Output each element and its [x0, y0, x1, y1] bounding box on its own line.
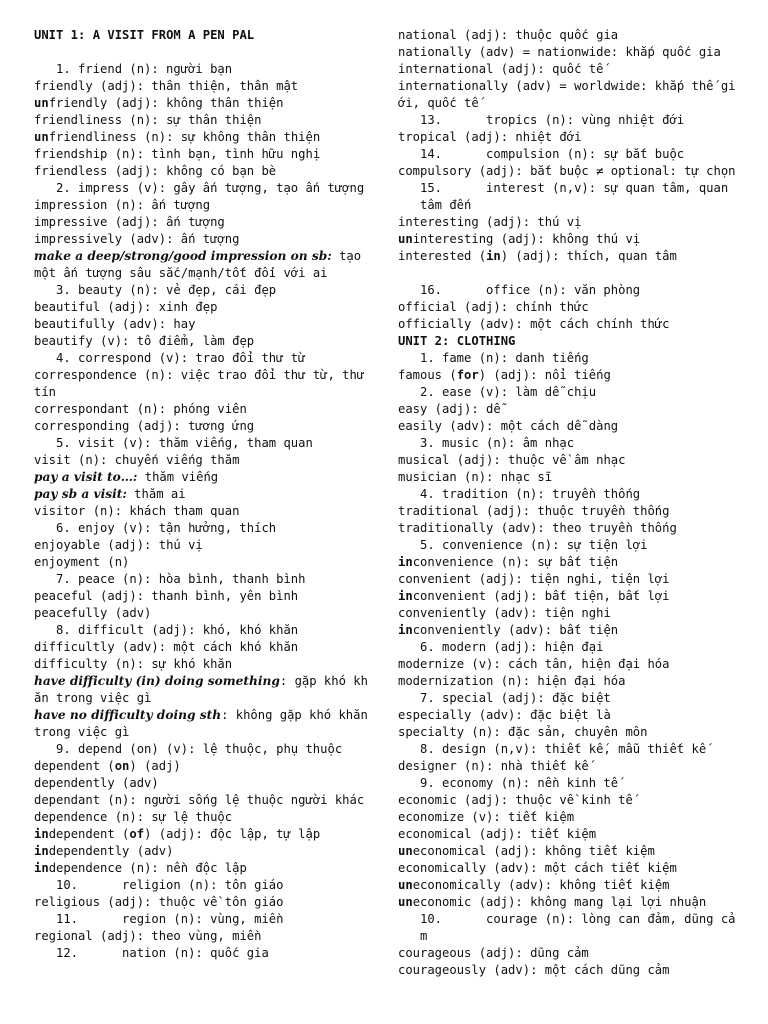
vocab-entry: musician (n): nhạc sĩ	[398, 470, 553, 484]
vocab-entry-numbered: 9. depend (on) (v): lệ thuộc, phụ thuộc	[56, 742, 343, 756]
vocab-entry	[398, 231, 738, 248]
vocab-entry: courageous (adj): dũng cảm	[398, 946, 589, 960]
vocab-entry: impressively (adv): ấn tượng	[34, 232, 240, 246]
vocab-entry: international (adj): quốc tế	[398, 62, 604, 76]
prefix-highlight: un	[398, 232, 413, 246]
vocab-entry: tropical (adj): nhiệt đới	[398, 130, 582, 144]
vocab-entry: friendless (adj): không có bạn bè	[34, 164, 277, 178]
vocab-entry-numbered: 12. nation (n): quốc gia	[56, 946, 269, 960]
vocab-entry: dependence (n): sự lệ thuộc	[34, 810, 233, 824]
vocab-entry: nationally (adv) = nationwide: khắp quốc gia	[398, 45, 721, 59]
right-column	[398, 27, 738, 979]
entry-text: convenient (adj): bất tiện, bất lợi	[412, 589, 670, 603]
vocab-entry-numbered: 10. courage (n): lòng can đảm, dũng cảm	[420, 912, 736, 943]
phrase-term: make a deep/strong/good impression on sb:	[34, 249, 332, 263]
vocab-entry: corresponding (adj): tương ứng	[34, 419, 255, 433]
spacer	[398, 265, 738, 282]
entry-text: ) (adj): nổi tiếng	[478, 368, 611, 382]
prefix-highlight: un	[398, 878, 413, 892]
phrase-meaning: tạo một ấn tượng sâu sắc/mạnh/tốt đối với ai	[34, 249, 369, 280]
vocab-entry-numbered: 2. impress (v): gây ấn tượng, tạo ấn tượng	[56, 181, 365, 195]
phrase-meaning: : gặp khó khăn trong việc gì	[34, 674, 368, 705]
phrase-term: pay sb a visit:	[34, 487, 127, 501]
vocab-entry: friendly (adj): thân thiện, thân mật	[34, 79, 299, 93]
vocab-entry: official (adj): chính thức	[398, 300, 589, 314]
entry-text: convenience (n): sự bất tiện	[412, 555, 619, 569]
entry-text: dependence (n): nền độc lập	[48, 861, 247, 875]
vocab-entry-numbered: 13. tropics (n): vùng nhiệt đới	[420, 113, 685, 127]
phrase-term: have no difficulty doing sth	[34, 708, 222, 722]
vocab-entry: beautify (v): tô điểm, làm đẹp	[34, 334, 255, 348]
preposition-highlight: for	[456, 368, 479, 382]
vocab-entry-numbered: 6. enjoy (v): tận hưởng, thích	[56, 521, 277, 535]
prefix-highlight: in	[398, 589, 413, 603]
vocab-entry: impression (n): ấn tượng	[34, 198, 211, 212]
entry-text: interesting (adj): không thú vị	[412, 232, 641, 246]
vocab-entry: national (adj): thuộc quốc gia	[398, 28, 619, 42]
vocab-entry	[34, 826, 372, 843]
vocab-entry-numbered: 8. difficult (adj): khó, khó khăn	[56, 623, 299, 637]
vocab-entry: compulsory (adj): bắt buộc ≠ optional: tự chọn	[398, 164, 736, 178]
vocab-entry-numbered: 1. friend (n): người bạn	[56, 62, 233, 76]
vocab-entry: enjoyable (adj): thú vị	[34, 538, 203, 552]
unit-heading: UNIT 2: CLOTHING	[398, 334, 516, 348]
spacer	[34, 44, 372, 61]
vocab-entry: modernization (n): hiện đại hóa	[398, 674, 626, 688]
vocab-entry-numbered: 4. correspond (v): trao đổi thư từ	[56, 351, 306, 365]
prefix-highlight: un	[398, 844, 413, 858]
entry-text: ) (adj)	[129, 759, 181, 773]
vocab-entry: beautifully (adv): hay	[34, 317, 196, 331]
entry-text: dependently (adv)	[48, 844, 174, 858]
vocab-entry: peaceful (adj): thanh bình, yên bình	[34, 589, 299, 603]
phrase-entry	[34, 469, 372, 486]
vocab-entry: visitor (n): khách tham quan	[34, 504, 240, 518]
vocab-entry: internationally (adv) = worldwide: khắp thế giới, quốc tế	[398, 79, 736, 110]
vocab-entry	[398, 554, 738, 571]
preposition-highlight: on	[114, 759, 130, 773]
vocab-entry: economize (v): tiết kiệm	[398, 810, 575, 824]
entry-text: dependent (	[48, 827, 130, 841]
vocab-entry	[34, 95, 372, 112]
vocab-entry: officially (adv): một cách chính thức	[398, 317, 670, 331]
phrase-entry	[34, 707, 376, 741]
vocab-entry-numbered: 16. office (n): văn phòng	[420, 283, 641, 297]
vocab-entry: impressive (adj): ấn tượng	[34, 215, 225, 229]
vocab-entry	[34, 843, 372, 860]
vocab-entry	[398, 894, 738, 911]
vocab-entry-numbered: 3. beauty (n): vẻ đẹp, cái đẹp	[56, 283, 277, 297]
vocab-entry: correspondant (n): phóng viên	[34, 402, 247, 416]
vocab-entry-numbered: 8. design (n,v): thiết kế, mẫu thiết kế	[420, 742, 707, 756]
prefix-highlight: in	[398, 623, 413, 637]
prefix-highlight: un	[34, 96, 49, 110]
vocab-entry: peacefully (adv)	[34, 606, 152, 620]
phrase-entry	[34, 248, 372, 282]
left-column	[34, 27, 376, 962]
preposition-highlight: of	[129, 827, 145, 841]
vocab-entry: economical (adj): tiết kiệm	[398, 827, 597, 841]
vocab-entry	[398, 248, 738, 265]
phrase-entry	[34, 486, 372, 503]
vocab-entry: friendliness (n): sự thân thiện	[34, 113, 262, 127]
vocab-entry-numbered: 10. religion (n): tôn giáo	[56, 878, 284, 892]
vocab-entry-numbered: 15. interest (n,v): sự quan tâm, quan tâm đến	[420, 181, 736, 212]
vocab-entry: especially (adv): đặc biệt là	[398, 708, 611, 722]
prefix-highlight: un	[34, 130, 49, 144]
vocab-entry: convenient (adj): tiện nghi, tiện lợi	[398, 572, 670, 586]
entry-text: conveniently (adv): bất tiện	[412, 623, 619, 637]
vocab-entry	[34, 758, 372, 775]
vocab-entry: modernize (v): cách tân, hiện đại hóa	[398, 657, 670, 671]
vocab-entry: musical (adj): thuộc về âm nhạc	[398, 453, 626, 467]
prefix-highlight: in	[34, 844, 49, 858]
vocab-entry-numbered: 1. fame (n): danh tiếng	[420, 351, 589, 365]
entry-text: interested (	[398, 249, 487, 263]
vocab-entry-numbered: 7. special (adj): đặc biệt	[420, 691, 611, 705]
vocab-entry: interesting (adj): thú vị	[398, 215, 582, 229]
vocab-entry: difficultly (adv): một cách khó khăn	[34, 640, 299, 654]
vocab-entry: friendship (n): tình bạn, tình hữu nghị	[34, 147, 321, 161]
vocab-entry: economic (adj): thuộc về kinh tế	[398, 793, 633, 807]
vocab-entry: enjoyment (n)	[34, 555, 130, 569]
vocab-entry: designer (n): nhà thiết kế	[398, 759, 589, 773]
vocab-entry	[398, 588, 738, 605]
vocab-entry: regional (adj): theo vùng, miền	[34, 929, 262, 943]
prefix-highlight: in	[398, 555, 413, 569]
vocab-entry-numbered: 3. music (n): âm nhạc	[420, 436, 575, 450]
entry-text: dependent (	[34, 759, 115, 773]
entry-text: friendliness (n): sự không thân thiện	[48, 130, 321, 144]
vocab-entry: easy (adj): dễ	[398, 402, 501, 416]
vocab-entry	[398, 843, 738, 860]
vocab-entry-numbered: 7. peace (n): hòa bình, thanh bình	[56, 572, 306, 586]
vocab-entry: difficulty (n): sự khó khăn	[34, 657, 233, 671]
entry-text: economic (adj): không mang lại lợi nhuận	[412, 895, 707, 909]
vocab-entry	[398, 877, 738, 894]
vocab-entry-numbered: 4. tradition (n): truyền thống	[420, 487, 641, 501]
entry-text: economical (adj): không tiết kiệm	[412, 844, 655, 858]
vocab-entry: traditionally (adv): theo truyền thống	[398, 521, 677, 535]
phrase-meaning: thăm viếng	[137, 470, 219, 484]
vocab-entry-numbered: 9. economy (n): nền kinh tế	[420, 776, 619, 790]
vocab-entry	[398, 622, 738, 639]
entry-text: economically (adv): không tiết kiệm	[412, 878, 670, 892]
vocab-entry: visit (n): chuyến viếng thăm	[34, 453, 240, 467]
vocab-entry-numbered: 14. compulsion (n): sự bắt buộc	[420, 147, 685, 161]
vocab-entry-numbered: 11. region (n): vùng, miền	[56, 912, 284, 926]
vocab-entry: beautiful (adj): xinh đẹp	[34, 300, 218, 314]
entry-text: ) (adj): độc lập, tự lập	[144, 827, 321, 841]
vocab-entry-numbered: 2. ease (v): làm dễ chịu	[420, 385, 597, 399]
vocab-entry-numbered: 5. visit (v): thăm viếng, tham quan	[56, 436, 313, 450]
vocab-entry: dependant (n): người sống lệ thuộc người khác	[34, 793, 365, 807]
prefix-highlight: un	[398, 895, 413, 909]
vocab-entry-numbered: 6. modern (adj): hiện đại	[420, 640, 604, 654]
vocab-entry: economically (adv): một cách tiết kiệm	[398, 861, 677, 875]
unit-heading: UNIT 1: A VISIT FROM A PEN PAL	[34, 28, 255, 42]
vocab-entry: correspondence (n): việc trao đổi thư từ, thư tín	[34, 368, 372, 399]
entry-text: famous (	[398, 368, 457, 382]
vocab-entry: conveniently (adv): tiện nghi	[398, 606, 611, 620]
vocab-entry-numbered: 5. convenience (n): sự tiện lợi	[420, 538, 648, 552]
vocab-entry: dependently (adv)	[34, 776, 159, 790]
prefix-highlight: in	[34, 827, 49, 841]
phrase-meaning: : không gặp khó khăn trong việc gì	[34, 708, 376, 739]
entry-text: ) (adj): thích, quan tâm	[500, 249, 677, 263]
phrase-term: pay a visit to…:	[34, 470, 138, 484]
vocab-entry: courageously (adv): một cách dũng cảm	[398, 963, 670, 977]
vocab-entry: religious (adj): thuộc về tôn giáo	[34, 895, 284, 909]
vocab-entry: traditional (adj): thuộc truyền thống	[398, 504, 670, 518]
phrase-term: have difficulty (in) doing something	[34, 674, 280, 688]
prefix-highlight: in	[34, 861, 49, 875]
vocab-entry	[34, 860, 372, 877]
vocab-entry: specialty (n): đặc sản, chuyên môn	[398, 725, 648, 739]
phrase-entry	[34, 673, 372, 707]
phrase-meaning: thăm ai	[126, 487, 186, 501]
entry-text: friendly (adj): không thân thiện	[48, 96, 284, 110]
vocab-entry	[34, 129, 372, 146]
vocab-entry: easily (adv): một cách dễ dàng	[398, 419, 619, 433]
preposition-highlight: in	[486, 249, 501, 263]
vocab-entry	[398, 367, 738, 384]
